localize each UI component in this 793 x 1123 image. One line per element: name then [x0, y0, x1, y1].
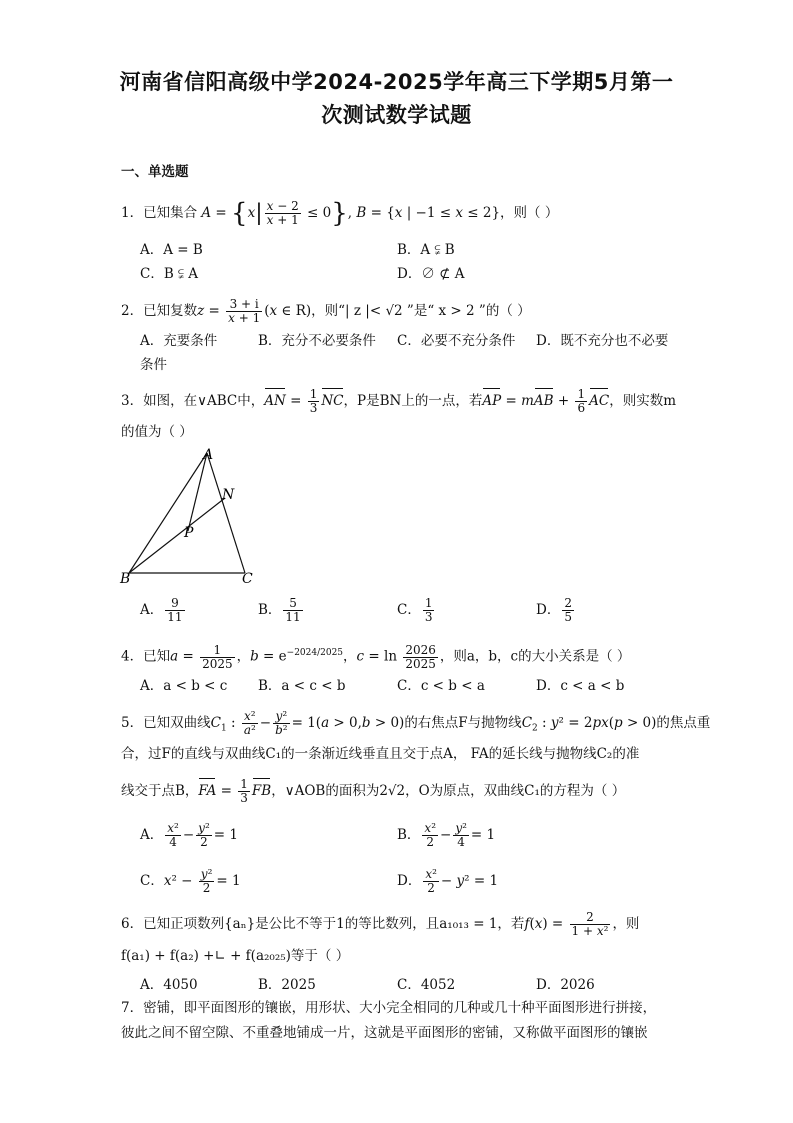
edge-ab: [129, 453, 207, 573]
q1-option-c: C．B ⫋ A: [140, 266, 199, 282]
q5-line2: 合，过F的直线与双曲线C₁的一条渐近线垂直且交于点A， FA的延长线与抛物线C₂的准: [121, 746, 640, 762]
q2-option-d: D．既不充分也不必要: [536, 333, 669, 349]
q5-option-d: D． $\frac{\text{x²}}{2}$ − y² = 1: [397, 867, 499, 895]
q5-line3-tail: ，∨AOB的面积为2√2，O为原点，双曲线C₁的方程为（ ）: [271, 783, 626, 799]
q4-tail: ，则a，b，c的大小关系是（ ）: [439, 648, 631, 665]
label-p: P: [184, 525, 194, 541]
question-3: 3．如图，在∨ABC中，AN = $\frac{1}{3}$ NC，P是BN上的一点，若AP = mAB + $\frac{1}{6}$ AC，则实数m: [121, 387, 677, 415]
q6-tail: ，则: [612, 916, 640, 932]
q5-tail: 的焦点重: [656, 715, 711, 731]
q3-option-d: D． $\frac{2}{5}$: [536, 596, 572, 624]
question-5: 5．已知双曲线$C_1$ : $\frac{\text{x²}}{\text{a²}}$ − $\frac{\text{y²}}{\text{b²}}$ = 1(a > 0,b > 0)的右焦点F与抛物线$C_2$ : y² = 2px(p > 0)的焦点重: [121, 709, 711, 737]
q2-option-d-cont: 条件: [140, 357, 167, 373]
q5-line3: 线交于点B，FA = $\frac{1}{3}$ FB，∨AOB的面积为2√2，O为原点，双曲线C₁的方程为（ ）: [121, 777, 626, 805]
question-2: 2．已知复数z = $\frac{3 + i}{x + 1}$ (x ∈ R)，则“| z |< √2 ”是“ x > 2 ”的（ ）: [121, 297, 531, 325]
q5-option-b: B． $\frac{\text{x²}}{2}$ − $\frac{\text{y²}}{4}$ = 1: [397, 821, 496, 849]
q5-option-c: C．x² − $\frac{\text{y²}}{2}$ = 1: [140, 867, 241, 895]
q4-option-a: A．a < b < c: [140, 678, 228, 694]
triangle-figure: [115, 443, 265, 585]
label-n: N: [222, 487, 235, 503]
q1-tail: ，则（ ）: [500, 205, 559, 221]
q1-option-a: A．A = B: [140, 242, 203, 258]
q7-line2: 彼此之间不留空隙、不重叠地铺成一片，这就是平面图形的密铺，又称做平面图形的镶嵌: [121, 1025, 648, 1041]
q7-line1: 7．密铺，即平面图形的镶嵌，用形状、大小完全相同的几种或几十种平面图形进行拼接，: [121, 1000, 657, 1016]
q3-option-b: B． $\frac{5}{11}$: [258, 596, 301, 624]
q5-mid: 的右焦点F与抛物线: [404, 715, 522, 731]
q4-option-b: B．a < c < b: [258, 678, 346, 694]
q3-tail: ，则实数m: [609, 393, 677, 409]
question-1: 1．已知集合 A = {x| $\frac{x - 2}{x + 1}$ ≤ 0}, B = {x | −1 ≤ x ≤ 2}，则（ ）: [121, 198, 559, 229]
q3-prefix: 3．如图，在∨ABC中，: [121, 393, 265, 409]
q4-option-d: D．c < a < b: [536, 678, 625, 694]
segment-bn: [129, 498, 225, 573]
question-4: 4．已知a = $\frac{1}{2025}$ ，$b = e^{-2024/2025}$，c = ln $\frac{2026}{2025}$ ，则a，b，c的大小关系是（ ）: [121, 642, 631, 671]
q3-option-a: A． $\frac{9}{11}$: [140, 596, 183, 624]
page-title-line2: 次测试数学试题: [321, 103, 472, 127]
q6-option-b: B．2025: [258, 977, 316, 993]
page-title-line1: 河南省信阳高级中学2024-2025学年高三下学期5月第一: [119, 70, 674, 94]
q1-option-d: D．∅ ⊄ A: [397, 266, 465, 282]
q3-mid: ，P是BN上的一点，若: [343, 393, 483, 409]
q6-line2: f(a₁) + f(a₂) +∟ + f(a₂₀₂₅)等于（ ）: [121, 948, 350, 964]
q5-option-a: A． $\frac{\text{x²}}{4}$ − $\frac{\text{y²}}{2}$ = 1: [140, 821, 238, 849]
q1-option-b: B．A ⫋ B: [397, 242, 455, 258]
q4-option-c: C．c < b < a: [397, 678, 485, 694]
q3-option-c: C． $\frac{1}{3}$: [397, 596, 433, 624]
q3-line2: 的值为（ ）: [121, 424, 193, 440]
q2-option-c: C．必要不充分条件: [397, 333, 516, 349]
question-6: 6．已知正项数列{aₙ}是公比不等于1的等比数列，且a₁₀₁₃ = 1，若f(x) = $\frac{2}{\text{1 + x²}}$ ，则: [121, 910, 640, 938]
q5-line3-prefix: 线交于点B，: [121, 783, 199, 799]
label-b: B: [120, 571, 131, 585]
section-heading: 一、单选题: [121, 164, 189, 180]
q6-prefix: 6．已知正项数列{aₙ}是公比不等于1的等比数列，且a₁₀₁₃ = 1，若: [121, 916, 525, 932]
q2-tail: ，则“| z |< √2 ”是“ x > 2 ”的（ ）: [311, 303, 531, 319]
q2-prefix: 2．已知复数: [121, 303, 198, 319]
q4-prefix: 4．已知: [121, 648, 171, 665]
label-a: A: [203, 447, 214, 463]
q5-prefix: 5．已知双曲线: [121, 715, 211, 731]
q6-option-c: C．4052: [397, 977, 456, 993]
q6-option-a: A．4050: [140, 977, 198, 993]
q6-option-d: D．2026: [536, 977, 595, 993]
q2-option-a: A．充要条件: [140, 333, 218, 349]
edge-ac: [207, 453, 245, 573]
label-c: C: [242, 571, 253, 585]
q2-option-b: B．充分不必要条件: [258, 333, 376, 349]
q1-prefix: 1．已知集合: [121, 205, 198, 221]
